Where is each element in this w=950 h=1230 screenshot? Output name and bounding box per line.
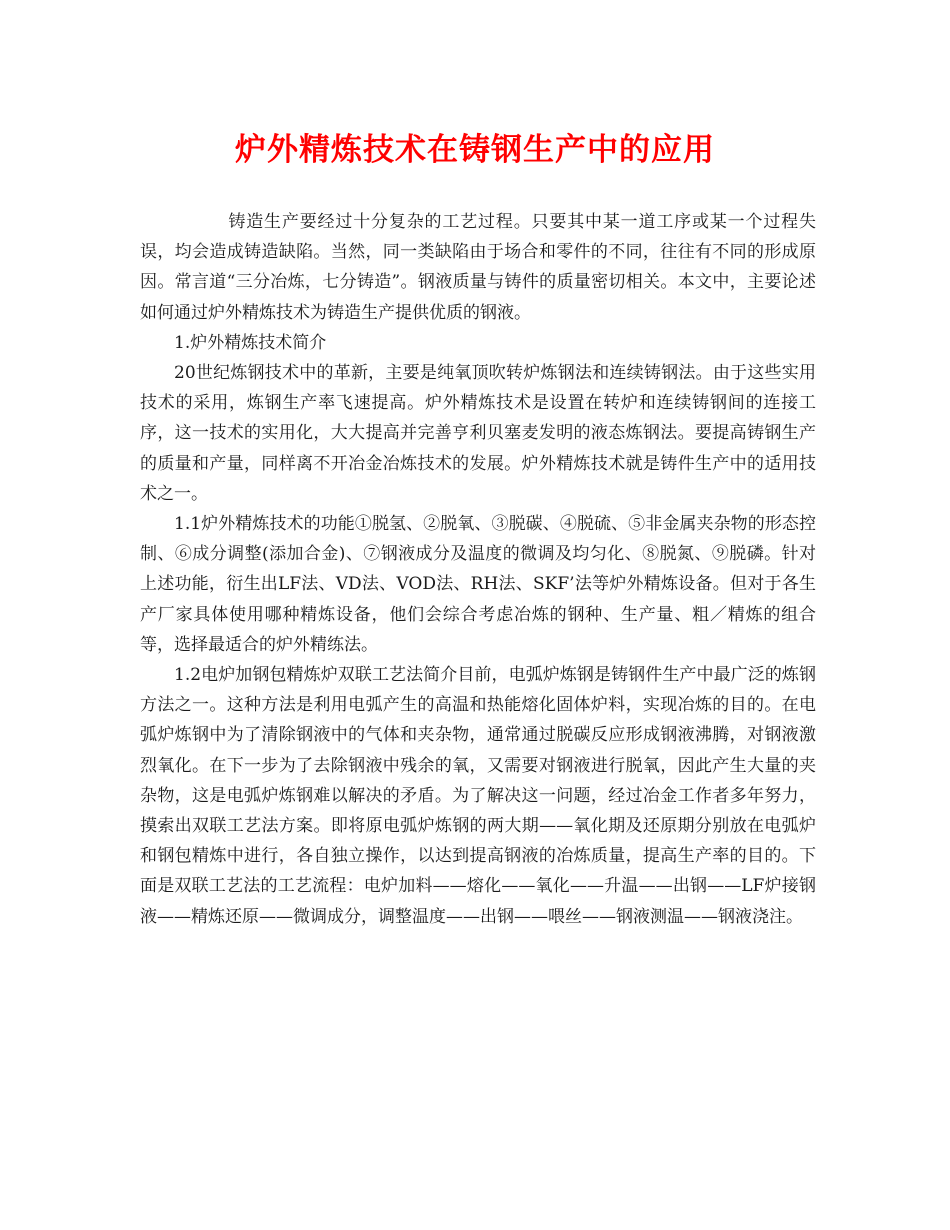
section-heading-1: 1.炉外精炼技术简介 — [174, 332, 327, 353]
document-body — [140, 207, 816, 932]
paragraph-1: 20世纪炼钢技术中的革新，主要是纯氧顶吹转炉炼钢法和连续铸钢法。由于这些实用技术的采用，炼钢生产率飞速提高。炉外精炼技术是设置在转炉和连续铸钢间的连接工序，这一技术的实用化，大大提高并完善亨利贝塞麦发明的液态炼钢法。要提高铸钢生产的质量和产量，同样离不开冶金冶炼技术的发展。炉外精炼技术就是铸件生产中的适用技术之一。 — [140, 363, 816, 504]
paragraph-1-2: 1.2电炉加钢包精炼炉双联工艺法简介目前，电弧炉炼钢是铸钢件生产中最广泛的炼钢方法之一。这种方法是利用电弧产生的高温和热能熔化固体炉料，实现冶炼的目的。在电弧炉炼钢中为了清除钢液中的气体和夹杂物，通常通过脱碳反应形成钢液沸腾，对钢液激烈氧化。在下一步为了去除钢液中残余的氧，又需要对钢液进行脱氧，因此产生大量的夹杂物，这是电弧炉炼钢难以解决的矛盾。为了解决这一问题，经过冶金工作者多年努力，摸索出双联工艺法方案。即将原电弧炉炼钢的两大期——氧化期及还原期分别放在电弧炉和钢包精炼中进行，各自独立操作，以达到提高钢液的冶炼质量，提高生产率的目的。下面是双联工艺法的工艺流程：电炉加料——熔化——氧化——升温——出钢——LF炉接钢液——精炼还原——微调成分，调整温度——出钢——喂丝——钢液测温——钢液浇注。 — [140, 665, 816, 927]
paragraph-intro: 铸造生产要经过十分复杂的工艺过程。只要其中某一道工序或某一个过程失误，均会造成铸造缺陷。当然，同一类缺陷由于场合和零件的不同，往往有不同的形成原因。常言道“三分冶炼，七分铸造”。钢液质量与铸件的质量密切相关。本文中，主要论述如何通过炉外精炼技术为铸造生产提供优质的钢液。 — [140, 212, 816, 323]
document-title: 炉外精炼技术在铸钢生产中的应用 — [235, 132, 715, 168]
paragraph-1-1: 1.1炉外精炼技术的功能①脱氢、②脱氧、③脱碳、④脱硫、⑤非金属夹杂物的形态控制、⑥成分调整(添加合金)、⑦钢液成分及温度的微调及均匀化、⑧脱氮、⑨脱磷。针对上述功能，衍生出LF法、VD法、VOD法、RH法、SKF’法等炉外精炼设备。但对于各生产厂家具体使用哪种精炼设备，他们会综合考虑冶炼的钢种、生产量、粗／精炼的组合等，选择最适合的炉外精练法。 — [140, 514, 816, 655]
